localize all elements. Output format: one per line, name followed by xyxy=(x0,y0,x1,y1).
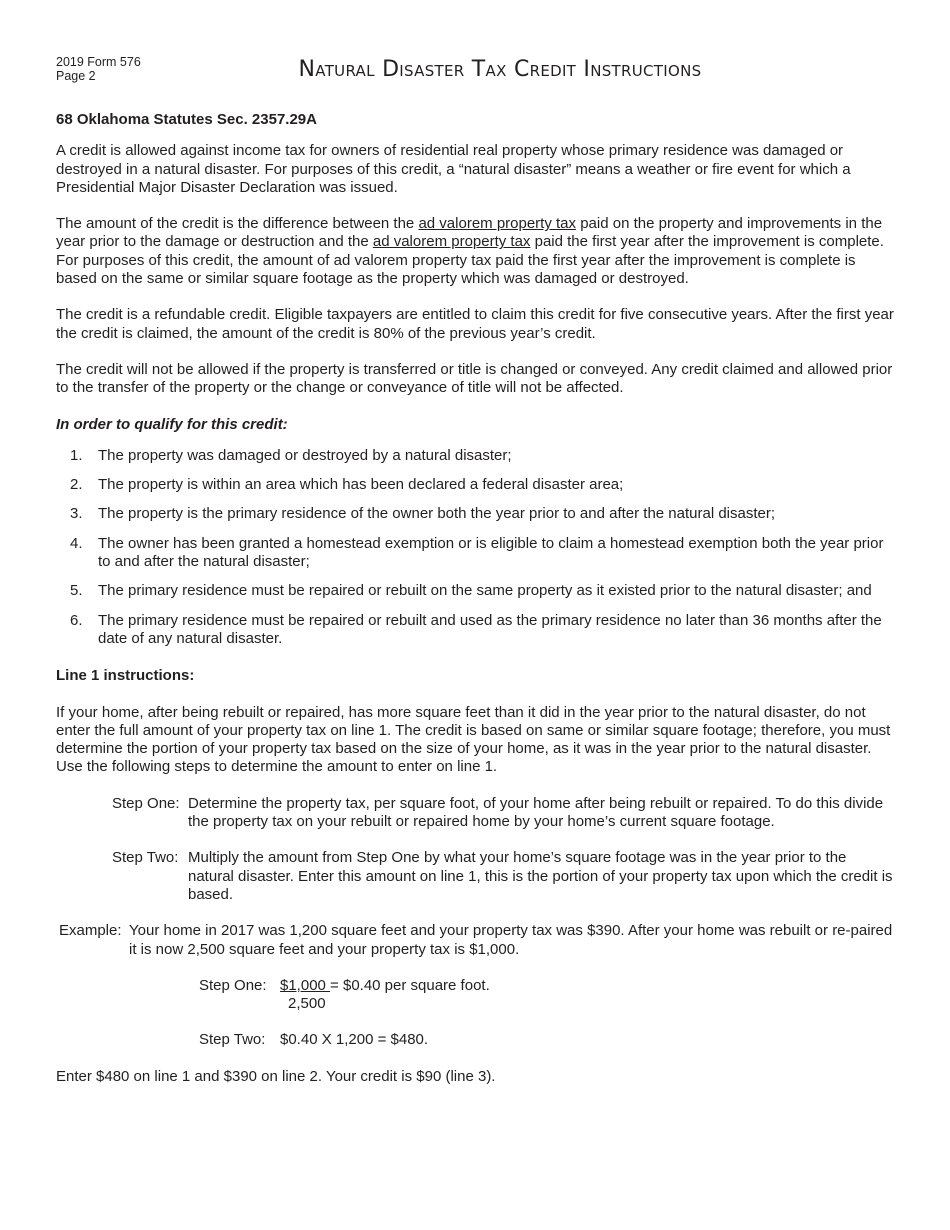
requirements-list xyxy=(56,447,896,648)
ad-valorem-link-2: ad valorem property tax xyxy=(372,233,531,251)
calc-label: Step One: xyxy=(199,976,267,994)
paragraph-credit-amount xyxy=(56,215,896,288)
example-label: Example: xyxy=(59,922,122,940)
line1-heading: Line 1 instructions: xyxy=(56,667,195,685)
calc-text: $0.40 X 1,200 = $480. xyxy=(280,1031,429,1049)
item-text: The owner has been granted a homestead exemption or is eligible to claim a homestead exemption both the year prior to and after the natural disaster; xyxy=(98,534,884,571)
step-two xyxy=(112,849,896,904)
paragraph-refundable: The credit is a refundable credit. Eligible taxpayers are entitled to claim this credit for five consecutive years. After the first year the credit is claimed, the amount of the credit is 80% of the previous year’s credit. xyxy=(56,306,894,342)
item-text: The primary residence must be repaired or rebuilt on the same property as it existed prior to the natural disaster; and xyxy=(98,582,872,600)
calc-fraction xyxy=(280,977,490,1014)
fraction-numerator: $1,000 xyxy=(280,976,331,994)
fraction-denominator: 2,500 xyxy=(288,995,326,1013)
step-label: Step Two: xyxy=(112,849,179,867)
list-item xyxy=(56,582,896,600)
step-text: Multiply the amount from Step One by what your home’s square footage was in the year prior to the natural disaster. Enter this amount on line 1, this is the portion of your property tax upon which the credit is based. xyxy=(188,849,893,903)
example-block xyxy=(59,922,896,959)
paragraph-transfer: The credit will not be allowed if the property is transferred or title is changed or conveyed. Any credit claimed and allowed prior to the transfer of the property or the change or conveyance of title will not be affected. xyxy=(56,360,893,397)
step-one xyxy=(112,795,896,832)
instructions-body xyxy=(56,111,896,1086)
para2-text-c: paid the first year after the improvement is complete. For purposes of this credit, the amount of ad valorem property tax paid the first year after the improvement is complete is based on the same or similar square footage as the property which was damaged or destroyed. xyxy=(56,233,884,288)
item-text: The property is within an area which has been declared a federal disaster area; xyxy=(98,476,624,494)
list-item xyxy=(56,476,896,494)
list-item xyxy=(56,535,896,572)
line1-paragraph: If your home, after being rebuilt or repaired, has more square feet than it did in the year prior to the natural disaster, do not enter the full amount of your property tax on line 1. The credit is based on same or similar square footage; therefore, you must determine the portion of your property tax based on the size of your home, as it was in the year prior to the natural disaster. Use the following steps to determine the amount to enter on line 1. xyxy=(56,703,891,776)
item-text: The property was damaged or destroyed by a natural disaster; xyxy=(98,446,512,464)
calc-label: Step Two: xyxy=(199,1031,266,1049)
item-number: 3. xyxy=(70,505,83,523)
fraction-result: = $0.40 per square foot. xyxy=(330,976,490,994)
ad-valorem-link-1: ad valorem property tax xyxy=(418,215,577,233)
item-number: 5. xyxy=(70,582,83,600)
example-step-one xyxy=(199,977,896,1014)
item-number: 4. xyxy=(70,534,83,552)
page-number: Page 2 xyxy=(56,69,96,83)
para2-text-b: paid on the property and improvements in the year prior to the damage or destruction and the xyxy=(56,215,883,251)
example-text: Your home in 2017 was 1,200 square feet and your property tax was $390. After your home was rebuilt or re-paired it is now 2,500 square feet and your property tax is $1,000. xyxy=(129,922,893,958)
paragraph-credit-allowed: A credit is allowed against income tax for owners of residential real property whose primary residence was damaged or destroyed in a natural disaster. For purposes of this credit, a “natural disaster” means a weather or fire event for which a Presidential Major Disaster Declaration was issued. xyxy=(56,142,851,196)
item-number: 6. xyxy=(70,611,83,629)
list-item xyxy=(56,505,896,523)
form-number: 2019 Form 576 xyxy=(56,55,141,69)
qualify-heading: In order to qualify for this credit: xyxy=(56,415,288,433)
statute-heading: 68 Oklahoma Statutes Sec. 2357.29A xyxy=(56,111,317,128)
step-text: Determine the property tax, per square foot, of your home after being rebuilt or repaired. To do this divide the property tax on your rebuilt or repaired home by your home’s current square footage. xyxy=(188,794,884,831)
item-text: The primary residence must be repaired or rebuilt and used as the primary residence no later than 36 months after the date of any natural disaster. xyxy=(98,611,882,647)
item-text: The property is the primary residence of the owner both the year prior to and after the natural disaster; xyxy=(98,505,776,523)
page-title: Natural Disaster Tax Credit Instructions xyxy=(298,57,702,82)
item-number: 1. xyxy=(70,446,83,464)
item-number: 2. xyxy=(70,476,83,494)
step-label: Step One: xyxy=(112,794,180,812)
list-item xyxy=(56,612,896,649)
conclusion-text: Enter $480 on line 1 and $390 on line 2. Your credit is $90 (line 3). xyxy=(56,1067,496,1085)
list-item xyxy=(56,447,896,465)
para2-text-a: The amount of the credit is the difference between the xyxy=(56,215,419,233)
example-step-two xyxy=(199,1031,896,1049)
